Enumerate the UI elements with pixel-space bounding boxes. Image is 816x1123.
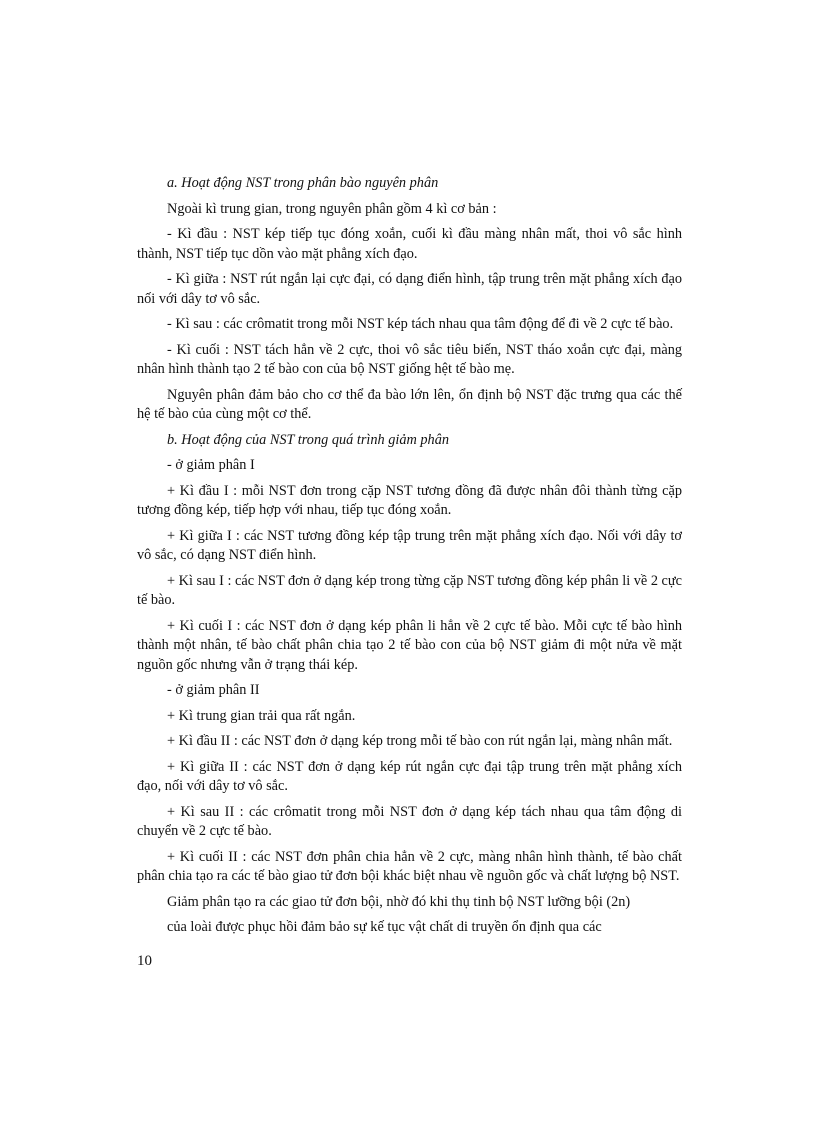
page-body	[137, 174, 682, 944]
page-number: 10	[137, 953, 152, 969]
paragraph: + Kì đầu I : mỗi NST đơn trong cặp NST tương đồng đã được nhân đôi thành từng cặp tương đồng kép, tiếp hợp với nhau, tiếp tục đóng xoắn.	[137, 482, 682, 518]
paragraph: + Kì sau II : các crômatit trong mỗi NST đơn ở dạng kép tách nhau qua tâm động di chuyển về 2 cực tế bào.	[137, 803, 682, 839]
paragraph: của loài được phục hồi đảm bảo sự kế tục vật chất di truyền ổn định qua các	[167, 919, 602, 935]
paragraph: + Kì cuối II : các NST đơn phân chia hẳn về 2 cực, màng nhân hình thành, tế bào chất phân chia tạo ra các tế bào giao tử đơn bội khác biệt nhau về nguồn gốc và chất lượng bộ NST.	[137, 848, 682, 884]
paragraph: Ngoài kì trung gian, trong nguyên phân gồm 4 kì cơ bản :	[167, 200, 497, 217]
paragraph: - ở giảm phân I	[167, 457, 255, 473]
paragraph: - Kì giữa : NST rút ngắn lại cực đại, có dạng điển hình, tập trung trên mặt phẳng xích đạo nối với dây tơ vô sắc.	[137, 271, 682, 307]
paragraph: - Kì đầu : NST kép tiếp tục đóng xoắn, cuối kì đầu màng nhân mất, thoi vô sắc hình thành, NST tiếp tục dồn vào mặt phẳng xích đạo.	[137, 226, 682, 262]
paragraph: + Kì giữa II : các NST đơn ở dạng kép rút ngắn cực đại tập trung trên mặt phẳng xích đạo, nối với dây tơ vô sắc.	[137, 758, 682, 794]
paragraph: Giảm phân tạo ra các giao tử đơn bội, nhờ đó khi thụ tinh bộ NST lưỡng bội (2n)	[167, 893, 631, 910]
section-a-heading: a. Hoạt động NST trong phân bào nguyên phân	[167, 175, 439, 191]
paragraph: + Kì cuối I : các NST đơn ở dạng kép phân li hẳn về 2 cực tế bào. Mỗi cực tế bào hình thành một nhân, tế bào chất phân chia tạo 2 tế bào con của bộ NST giảm đi một nửa về mặt nguồn gốc nhưng vẫn ở trạng thái kép.	[137, 617, 682, 673]
paragraph: + Kì trung gian trải qua rất ngắn.	[167, 707, 356, 724]
paragraph: + Kì giữa I : các NST tương đồng kép tập trung trên mặt phẳng xích đạo. Nối với dây tơ vô sắc, có dạng NST điển hình.	[137, 527, 682, 563]
paragraph: - Kì cuối : NST tách hẳn về 2 cực, thoi vô sắc tiêu biến, NST tháo xoắn cực đại, màng nhân hình thành tạo 2 tế bào con của bộ NST giống hệt tế bào mẹ.	[137, 341, 682, 377]
paragraph: - Kì sau : các crômatit trong mỗi NST kép tách nhau qua tâm động để đi về 2 cực tế bào.	[167, 316, 674, 332]
paragraph: Nguyên phân đảm bảo cho cơ thể đa bào lớn lên, ổn định bộ NST đặc trưng qua các thế hệ tế bào của cùng một cơ thể.	[137, 386, 682, 422]
paragraph: + Kì đầu II : các NST đơn ở dạng kép trong mỗi tế bào con rút ngắn lại, màng nhân mất.	[167, 733, 673, 749]
paragraph: - ở giảm phân II	[167, 682, 260, 698]
section-b-heading: b. Hoạt động của NST trong quá trình giảm phân	[167, 431, 449, 448]
paragraph: + Kì sau I : các NST đơn ở dạng kép trong từng cặp NST tương đồng kép phân li về 2 cực tế bào.	[137, 572, 682, 608]
